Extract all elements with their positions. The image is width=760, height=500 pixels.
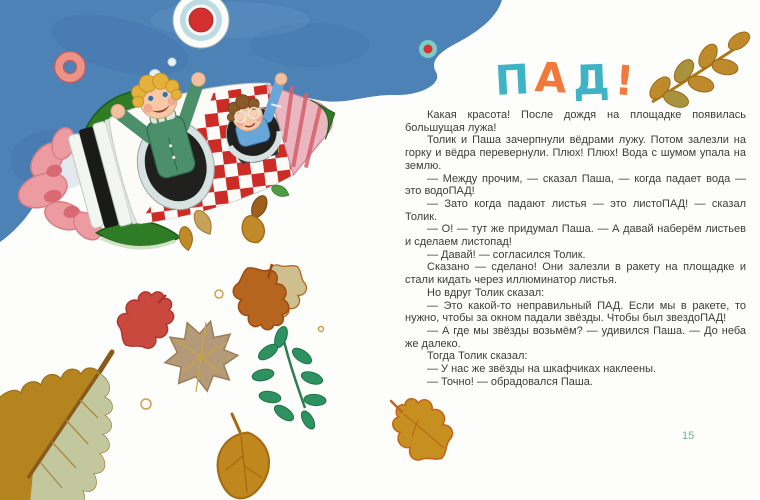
leaf-gold-birch	[213, 414, 273, 500]
page-title	[455, 53, 680, 106]
leaf-red-oak	[106, 281, 184, 361]
story-paragraph: Но вдруг Толик сказал:	[427, 286, 545, 299]
story-paragraph: Толик и Паша зачерпнули вёдрами лужу. Потом залезли на горку и вёдра перевернули. Плюх! Плюх! Вода с шумом упала на землю.	[405, 134, 746, 172]
title-letter-3: !	[613, 56, 643, 106]
story-paragraph: — О! — тут же придумал Паша. — А давай наберём листьев и сделаем листопад!	[405, 223, 746, 249]
title-letter-1: А	[533, 53, 575, 103]
story-paragraph: — Между прочим, — сказал Паша, — когда падает вода — это водоПАД!	[405, 172, 746, 198]
story-paragraph: — Зато когда падают листья — это листоПАД! — сказал Толик.	[405, 197, 746, 223]
story-paragraph: — Точно! — обрадовался Паша.	[427, 375, 593, 388]
rowan-branch-green	[251, 325, 326, 431]
title-letter-0: П	[493, 54, 537, 106]
story-paragraph: Какая красота! После дождя на площадке появилась большущая лужа!	[405, 109, 746, 134]
leaf-big-oak	[0, 352, 112, 500]
story-paragraph: — Это какой-то неправильный ПАД. Если мы в ракете, то нужно, чтобы за окном падали звёзды. Чтобы был звездоПАД!	[405, 299, 746, 325]
leaf-maple	[159, 312, 245, 396]
leaf-right-page-oak	[382, 388, 464, 473]
story-text	[405, 109, 746, 388]
story-paragraph: — У нас же звёзды на шкафчиках наклеены.	[427, 363, 657, 376]
title-letter-2: Д	[572, 55, 617, 105]
small-teal-planet	[419, 40, 437, 58]
story-paragraph: — А где мы звёзды возьмём? — удивился Паша. — До неба же далеко.	[405, 324, 746, 350]
story-paragraph: Сказано — сделано! Они залезли в ракету на площадке и стали кидать через иллюминатор листья.	[405, 261, 746, 287]
leaf-double-oak	[225, 254, 317, 338]
page-number: 15	[682, 430, 695, 442]
story-paragraph: Тогда Толик сказал:	[427, 350, 528, 363]
story-paragraph: — Давай! — согласился Толик.	[427, 248, 586, 261]
